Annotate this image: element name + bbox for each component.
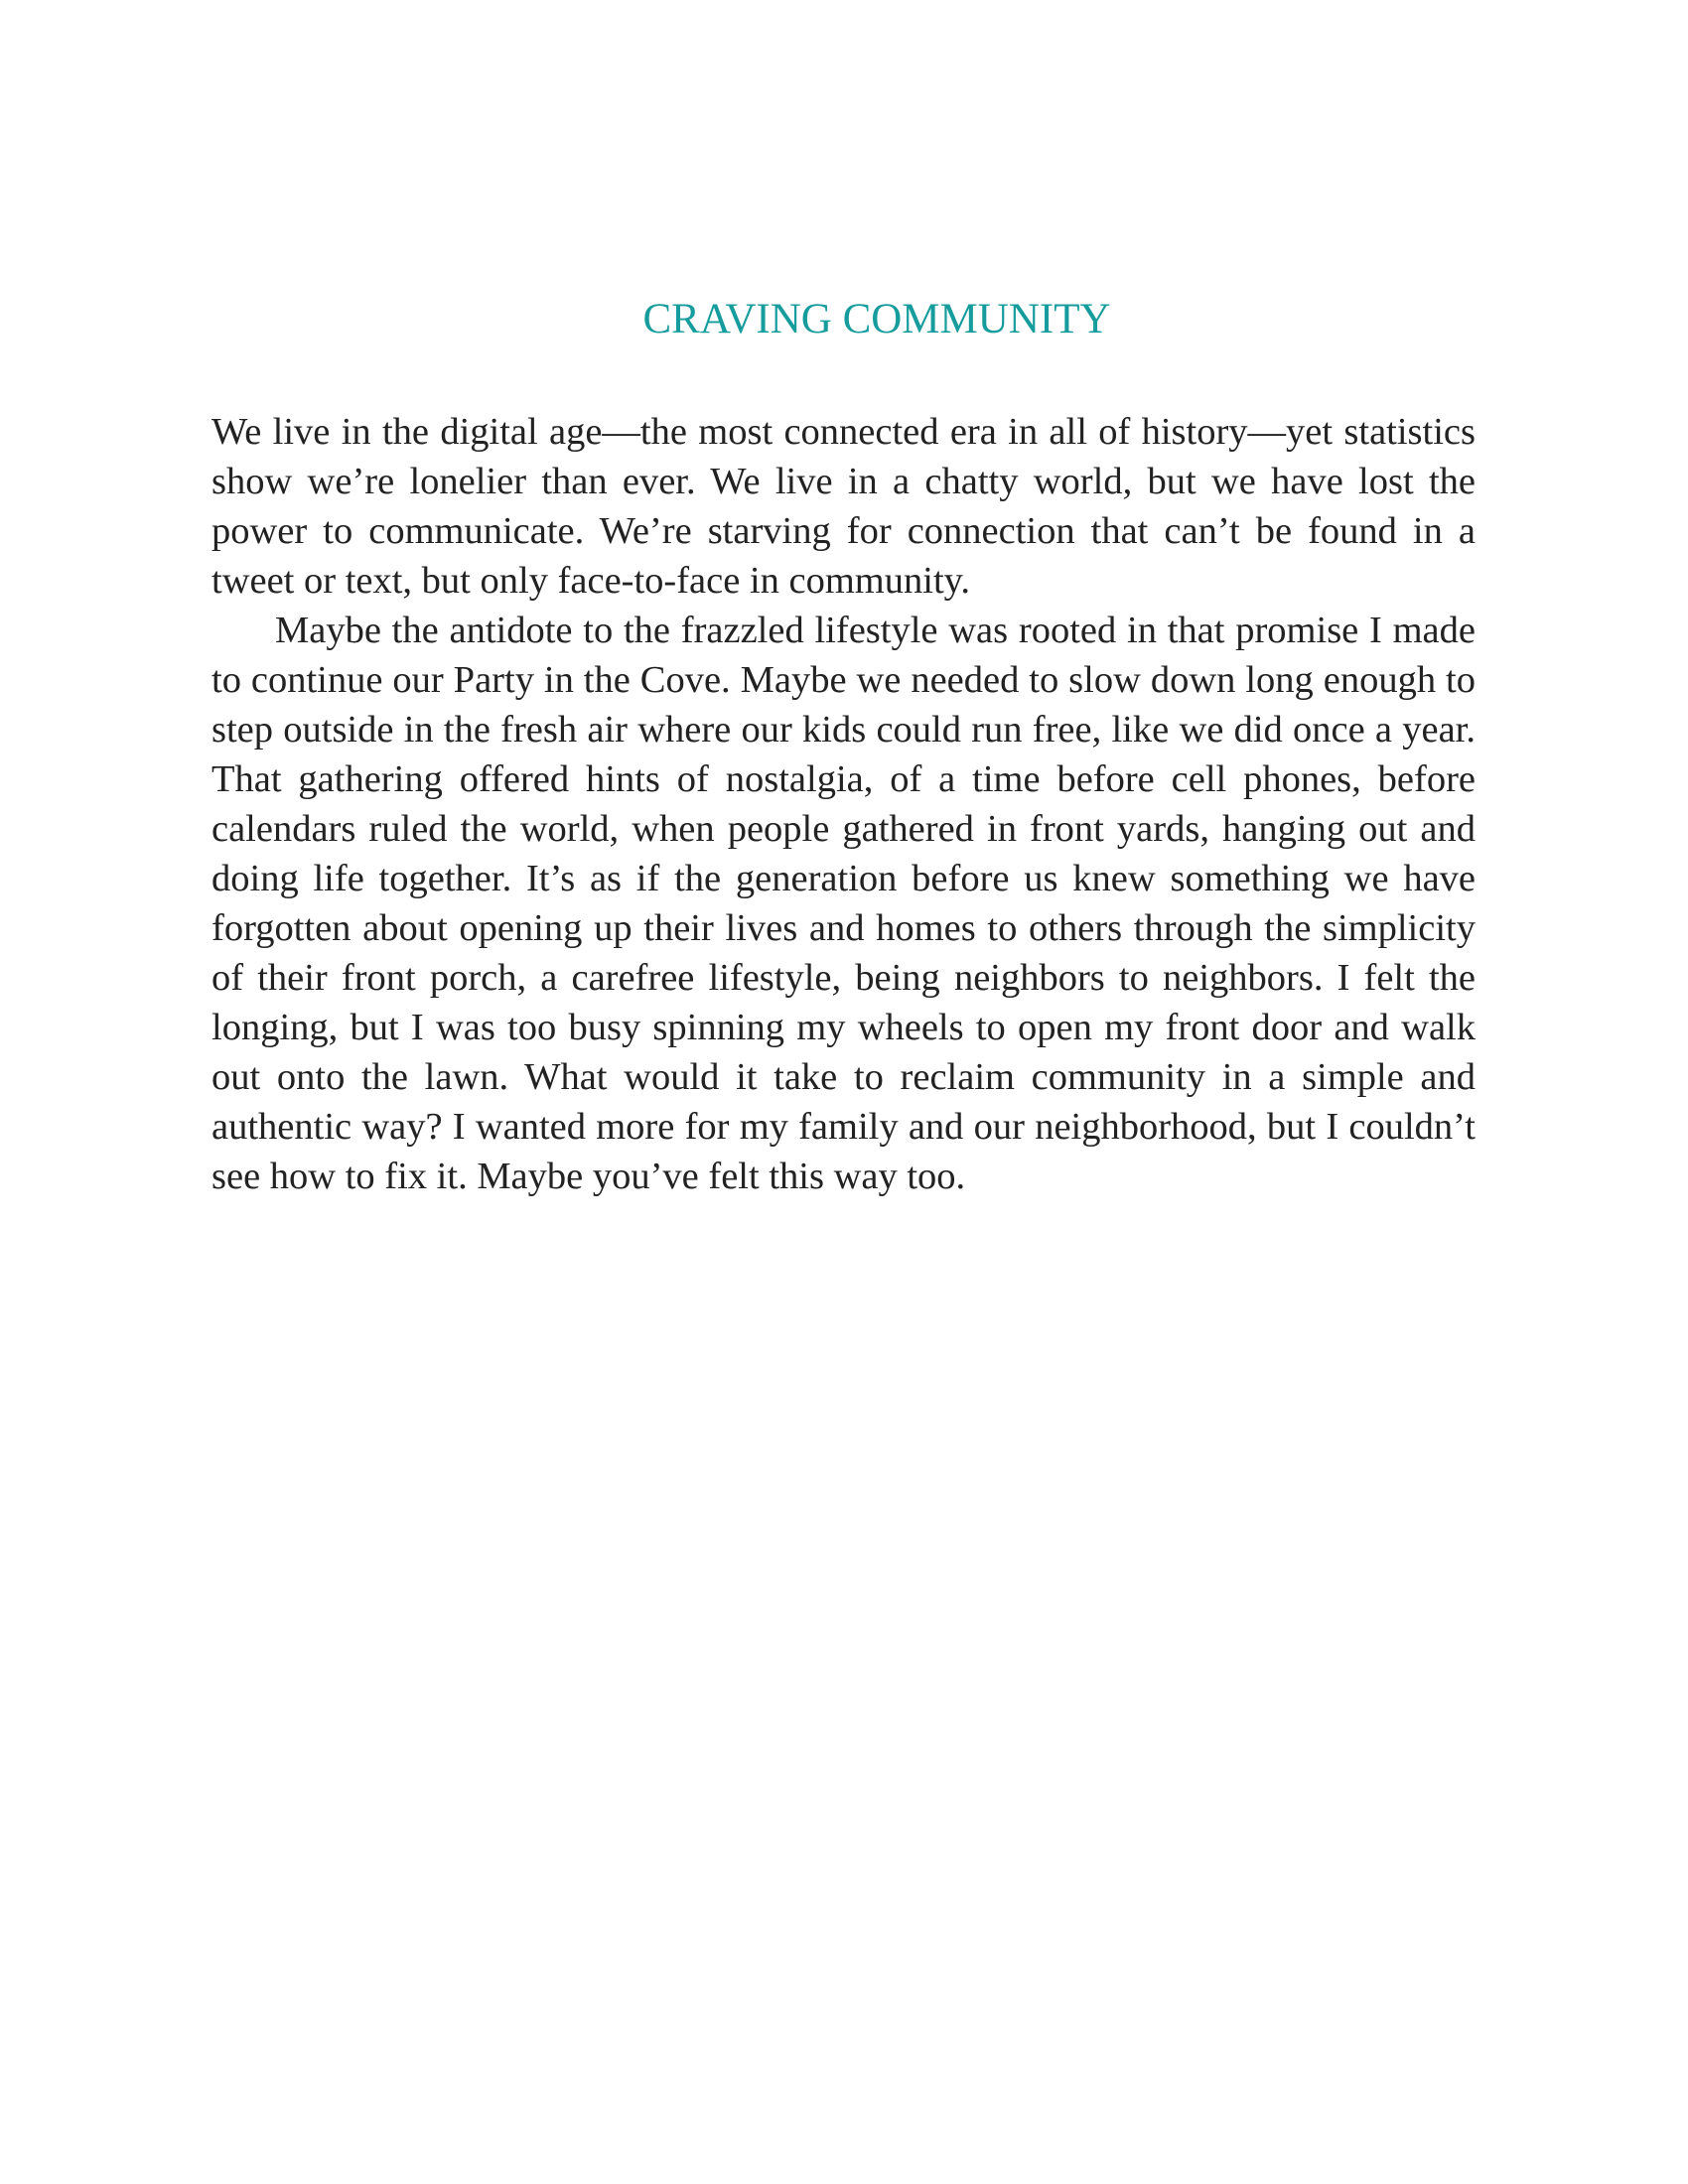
body-text [211,407,1476,1201]
section-heading: CRAVING COMMUNITY [642,296,1111,342]
paragraph: We live in the digital age—the most connected era in all of history—yet statistics show we’re lonelier than ever. We live in a chatty world, but we have lost the power to communicate. We’re starving for connection that can’t be found in a tweet or text, but only face-to-face in community. [211,411,1476,602]
paragraph: Maybe the antidote to the frazzled lifestyle was rooted in that promise I made to continue our Party in the Cove. Maybe we needed to slow down long enough to step outside in the fresh air where our kids could run free, like we did once a year. That gathering offered hints of nostalgia, of a time before cell phones, before calendars ruled the world, when people gathered in front yards, hanging out and doing life together. It’s as if the generation before us knew something we have forgotten about opening up their lives and homes to others through the simplicity of their front porch, a carefree lifestyle, being neighbors to neighbors. I felt the longing, but I was too busy spinning my wheels to open my front door and walk out onto the lawn. What would it take to reclaim community in a simple and authentic way? I wanted more for my family and our neighborhood, but I couldn’t see how to fix it. Maybe you’ve felt this way too. [211,610,1476,1197]
